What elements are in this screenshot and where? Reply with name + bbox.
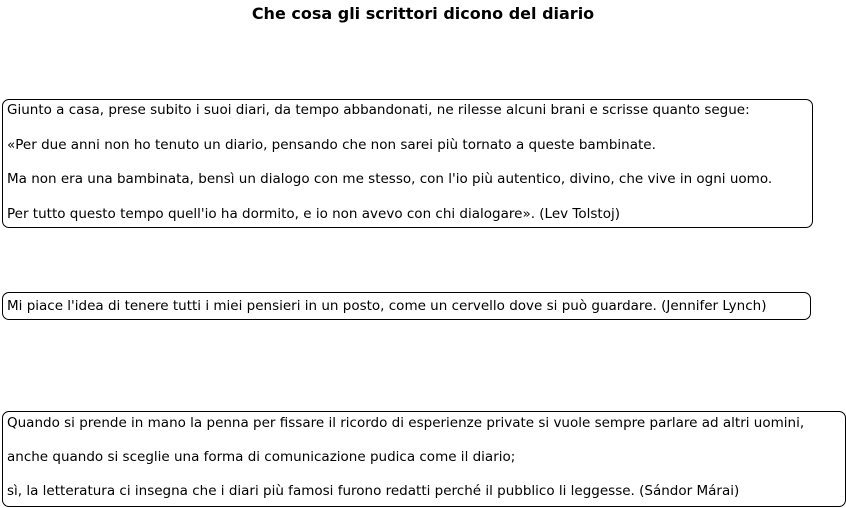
quote-line: Per tutto questo tempo quell'io ha dormito, e io non avevo con chi dialogare». (Lev Tolstoj) <box>7 205 620 222</box>
quote-box-marai <box>2 411 846 507</box>
quote-line: Ma non era una bambinata, bensì un dialogo con me stesso, con l'io più autentico, divino, che vive in ogni uomo. <box>7 171 773 188</box>
quote-line: «Per due anni non ho tenuto un diario, pensando che non sarei più tornato a queste bambinate. <box>7 136 656 153</box>
quote-box-tolstoj <box>2 99 813 228</box>
quote-line: Mi piace l'idea di tenere tutti i miei pensieri in un posto, come un cervello dove si può guardare. (Jennifer Lynch) <box>7 298 767 314</box>
quote-line: anche quando si sceglie una forma di comunicazione pudica come il diario; <box>7 449 516 466</box>
quote-box-lynch <box>2 292 811 320</box>
quote-line: Giunto a casa, prese subito i suoi diari, da tempo abbandonati, ne rilesse alcuni brani e scrisse quanto segue: <box>7 102 750 118</box>
page-title: Che cosa gli scrittori dicono del diario <box>251 4 595 23</box>
quote-line: sì, la letteratura ci insegna che i diari più famosi furono redatti perché il pubblico li leggesse. (Sándor Márai) <box>7 483 740 500</box>
quote-line: Quando si prende in mano la penna per fissare il ricordo di esperienze private si vuole sempre parlare ad altri uomini, <box>7 415 805 431</box>
